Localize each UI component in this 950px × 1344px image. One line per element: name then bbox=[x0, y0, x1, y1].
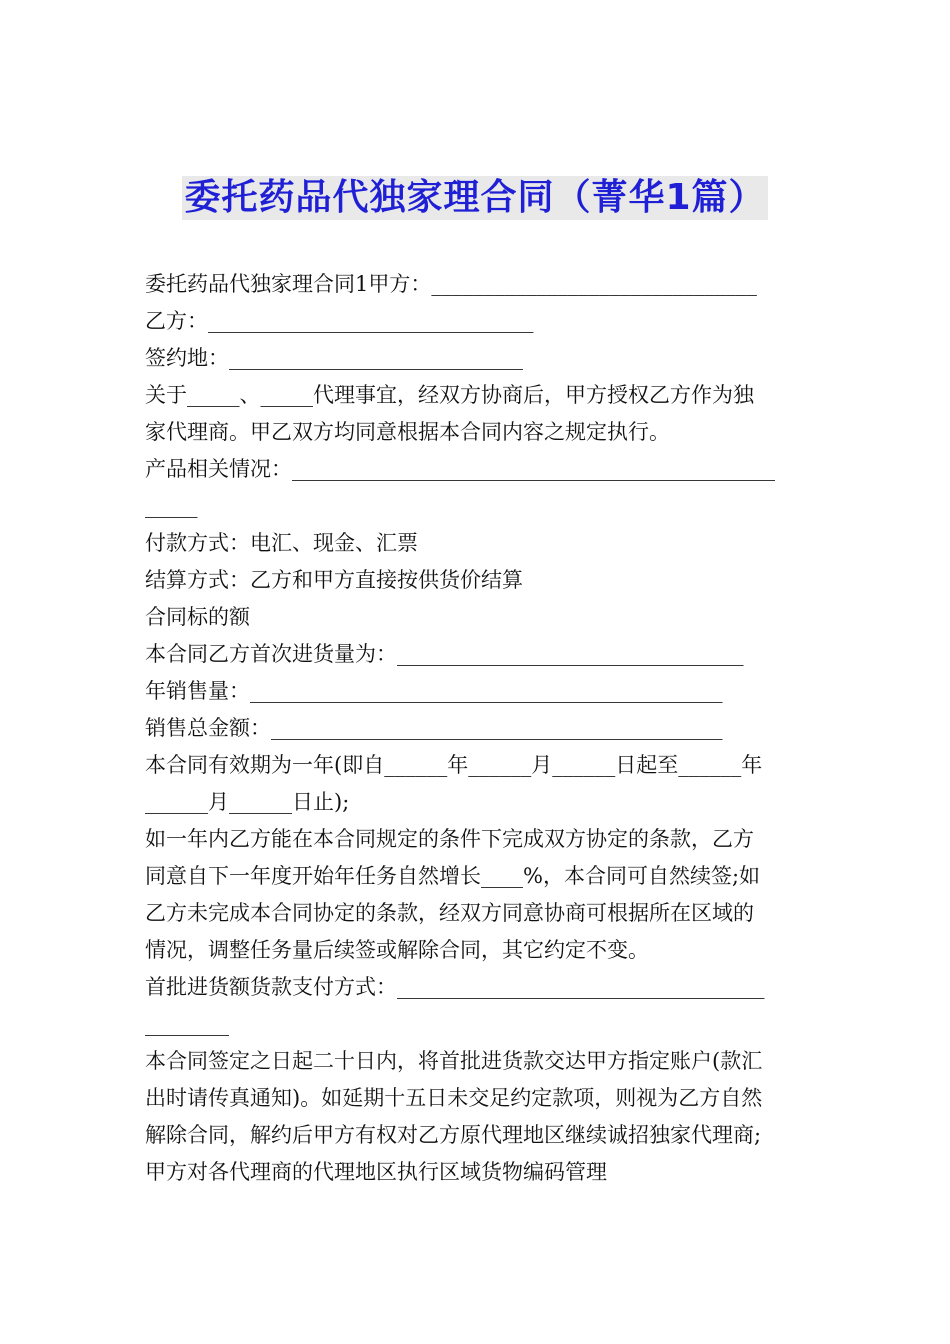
text-line: 本合同有效期为一年(即自______年______月______日起至______年 bbox=[145, 753, 763, 777]
document-body bbox=[145, 266, 807, 1191]
text-line: 家代理商。甲乙双方均同意根据本合同内容之规定执行。 bbox=[145, 420, 670, 444]
text-line: 如一年内乙方能在本合同规定的条件下完成双方协定的条款，乙方 bbox=[145, 827, 754, 851]
text-line: 解除合同，解约后甲方有权对乙方原代理地区继续诚招独家代理商; bbox=[145, 1123, 762, 1147]
text-line: 本合同签定之日起二十日内，将首批进货款交达甲方指定账户(款汇 bbox=[145, 1049, 763, 1073]
text-line: 销售总金额：___________________________________________ bbox=[145, 716, 723, 740]
text-line: 乙方：_______________________________ bbox=[145, 309, 534, 333]
text-line: 出时请传真通知)。如延期十五日未交足约定款项，则视为乙方自然 bbox=[145, 1086, 763, 1110]
text-line: 签约地：____________________________ bbox=[145, 346, 523, 370]
text-line: 产品相关情况：______________________________________________ bbox=[145, 457, 775, 481]
text-line: 结算方式：乙方和甲方直接按供货价结算 bbox=[145, 568, 523, 592]
title-container bbox=[0, 176, 950, 220]
text-line: 委托药品代独家理合同1甲方：_______________________________ bbox=[145, 272, 757, 296]
text-line: 同意自下一年度开始年任务自然增长____%，本合同可自然续签;如 bbox=[145, 864, 761, 888]
text-line: 年销售量：_____________________________________________ bbox=[145, 679, 723, 703]
text-line: 本合同乙方首次进货量为：_________________________________ bbox=[145, 642, 744, 666]
text-line: 付款方式：电汇、现金、汇票 bbox=[145, 531, 418, 555]
text-line: 甲方对各代理商的代理地区执行区域货物编码管理 bbox=[145, 1160, 607, 1184]
document-title: 委托药品代独家理合同（菁华1篇） bbox=[184, 177, 766, 218]
text-line: 乙方未完成本合同协定的条款，经双方同意协商可根据所在区域的 bbox=[145, 901, 754, 925]
text-line: 情况，调整任务量后续签或解除合同，其它约定不变。 bbox=[145, 938, 649, 962]
text-line: ______月______日止); bbox=[145, 790, 350, 814]
text-line: _____ bbox=[145, 494, 198, 518]
text-line: 合同标的额 bbox=[145, 605, 250, 629]
text-line: 首批进货额货款支付方式：___________________________________ bbox=[145, 975, 765, 999]
text-line: ________ bbox=[145, 1012, 229, 1036]
text-line: 关于_____、_____代理事宜，经双方协商后，甲方授权乙方作为独 bbox=[145, 383, 754, 407]
